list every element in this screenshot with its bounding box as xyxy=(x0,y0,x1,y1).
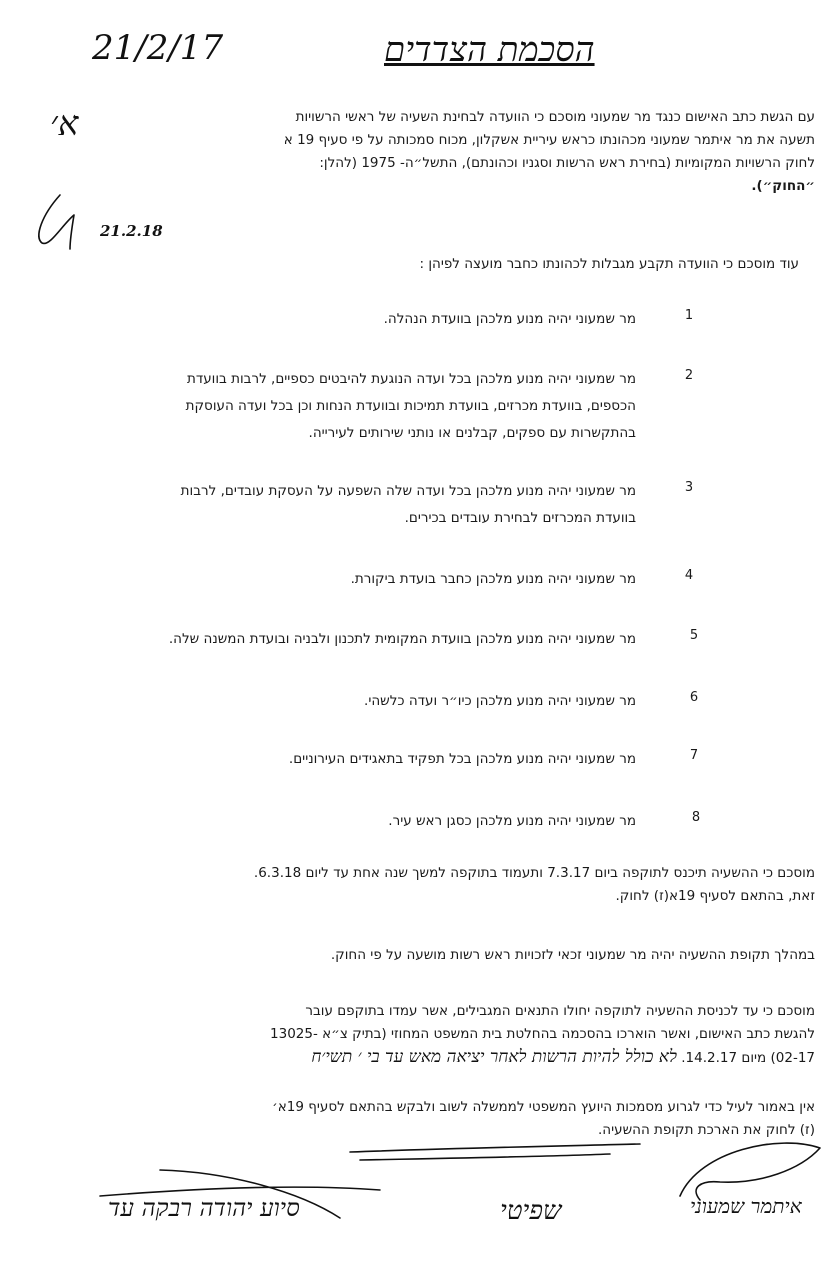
margin-mark-alef: א׳ xyxy=(50,104,79,144)
item-text: מר שמעוני יהיה מנוע מלכהן כסגן ראש עיר. xyxy=(388,813,636,829)
item-number: 1 xyxy=(684,308,694,323)
rights-paragraph: במהלך תקופת ההשעיה יהיה מר שמעוני זכאי לזכויות ראש רשות מושעה על פי החוק. xyxy=(330,947,815,963)
intro-line-1: עם הגשת כתב האישום כנגד מר שמעוני מוסכם כי הוועדה לבחינת השעיה של ראשי הרשויות xyxy=(295,109,815,125)
item-number: 3 xyxy=(684,480,694,495)
suspension-period-paragraph: מוסכם כי ההשעיה תיכנס לתוקפה ביום 7.3.17 ותעמוד בתוקפה למשך שנה אחת עד ליום 6.3.18. זאת, בהתאם לסעיף 19א(ז) לחוק. xyxy=(253,865,815,904)
item-number: 4 xyxy=(684,568,694,583)
restrictions-intro: עוד מוסכם כי הוועדה תקבע מגבלות לכהונתו כחבר מועצה לפיהן : xyxy=(419,256,799,272)
item-text: מר שמעוני יהיה מנוע מלכהן כחבר בועדת ביקורת. xyxy=(350,571,636,587)
signature-middle: שפיטי xyxy=(500,1196,562,1226)
margin-initial-date: 21.2.18 xyxy=(100,222,163,240)
item-text: מר שמעוני יהיה מנוע מלכהן בכל ועדה הנוגעת להיבטים כספיים, לרבות בוועדת הכספים, בוועדת מכרזים, בוועדת תמיכות ובוועדת הנחות וכן בכל ועדה העוסקת בהתקשרות עם ספקים, קבלנים או נותני שירותים לעירייה. xyxy=(185,371,636,441)
initials-scribble-icon xyxy=(30,185,100,255)
item-number: 6 xyxy=(689,690,699,705)
item-number: 2 xyxy=(684,368,694,383)
intro-line-3: לחוק הרשויות המקומיות (בחירת ראש הרשות וסגניו וכהונתם), התשל״ה- 1975 (להלן: xyxy=(319,155,815,171)
intro-line-2: תשעה את מר איתמר שמעוני מכהונתו כראש עיריית אשקלון, מכוח סמכותה על פי סעיף 19 א xyxy=(283,132,815,148)
item-text: מר שמעוני יהיה מנוע מלכהן בכל תפקיד בתאגידים העירוניים. xyxy=(288,751,636,767)
item-text: מר שמעוני יהיה מנוע מלכהן בוועדת הנהלה. xyxy=(383,311,636,327)
item-text: מר שמעוני יהיה מנוע מלכהן בוועדת המקומית לתכנון ולבניה ובועדת המשנה שלה. xyxy=(168,631,636,647)
item-number: 7 xyxy=(689,748,699,763)
intro-paragraph xyxy=(125,106,815,198)
closing-paragraph: אין באמור לעיל כדי לגרוע מסמכות היועץ המשפטי לממשלה לשוב ולבקש בהתאם לסעיף 19א׳ (ז) לחוק את הארכת תקופת ההשעיה. xyxy=(272,1099,815,1138)
item-text: מר שמעוני יהיה מנוע מלכהן בכל ועדה שלה השפעה על העסקת עובדים, לרבות בוועדת המכרזים לבחירת עובדים בכירים. xyxy=(180,483,636,526)
handwritten-date: 21/2/17 xyxy=(92,28,224,68)
signature-right: איתמר שמעוני xyxy=(690,1194,802,1218)
conditions-line-3: 02-17) מיום 14.2.17. לא כולל להיות הרשות לאחר יציאה מאש עד בי ׳ תשי׳ח xyxy=(311,1047,815,1067)
item-number: 8 xyxy=(691,810,701,825)
signature-left: סיוע יהודה רבקה עד xyxy=(108,1194,300,1222)
intro-line-4: ״החוק״). xyxy=(751,178,815,194)
conditions-paragraph: מוסכם כי עד לכניסת ההשעיה לתוקפה יחולו התנאים המגבילים, אשר עמדו בתוקפם עובר להגשת כתב האישום, ואשר הוארכו בהסכמה בהחלטת בית המשפט המחוזי (בתיק צ״א -13025 02-17) מיום 14.2.17. לא כולל להיות הרשות לאחר יציאה מאש עד בי ׳ תשי׳ח xyxy=(85,1000,815,1070)
item-text: מר שמעוני יהיה מנוע מלכהן כיו״ר ועדה כלשהי. xyxy=(364,693,636,709)
handwritten-title: הסכמת הצדדים xyxy=(384,30,595,70)
item-number: 5 xyxy=(689,628,699,643)
handwritten-amendment: לא כולל להיות הרשות לאחר יציאה מאש עד בי ׳ תשי׳ח xyxy=(311,1047,677,1067)
